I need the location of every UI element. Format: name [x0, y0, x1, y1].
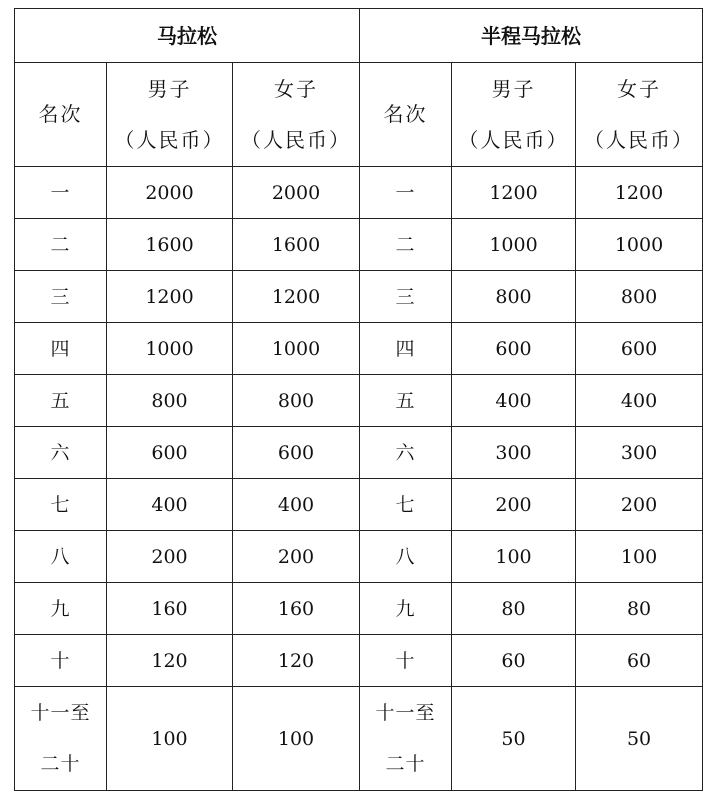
rank-line-1: 十一至: [375, 701, 436, 724]
marathon-female-prize-cell: 1600: [233, 219, 360, 271]
half-marathon-female-prize-cell: 60: [576, 635, 703, 687]
table-row: [15, 635, 703, 687]
marathon-female-prize-cell: 1200: [233, 271, 360, 323]
marathon-rank-cell: 五: [15, 375, 107, 427]
half-marathon-female-prize-cell: 800: [576, 271, 703, 323]
rank-line-1: 十一至: [30, 701, 91, 724]
half-marathon-male-prize-cell: 80: [452, 583, 576, 635]
marathon-male-prize-cell: 100: [107, 687, 233, 791]
table-row: [15, 583, 703, 635]
half-marathon-rank-cell: 八: [360, 531, 452, 583]
marathon-rank-cell: 四: [15, 323, 107, 375]
currency-label: （人民币）: [114, 127, 225, 152]
marathon-male-prize-cell: 1200: [107, 271, 233, 323]
table-row: [15, 427, 703, 479]
half-marathon-rank-cell: 九: [360, 583, 452, 635]
half-marathon-female-prize-cell: 400: [576, 375, 703, 427]
half-marathon-rank-cell: [360, 687, 452, 791]
marathon-female-header: [233, 63, 360, 167]
marathon-male-prize-cell: 160: [107, 583, 233, 635]
rank-header-label: 名次: [383, 102, 428, 126]
marathon-male-prize-cell: 800: [107, 375, 233, 427]
half-marathon-female-prize-cell: 600: [576, 323, 703, 375]
marathon-rank-cell: 九: [15, 583, 107, 635]
half-marathon-rank-cell: 十: [360, 635, 452, 687]
table-row: [15, 479, 703, 531]
half-marathon-male-prize-cell: 100: [452, 531, 576, 583]
table-row-eleven-to-twenty: [15, 687, 703, 791]
marathon-female-prize-cell: 400: [233, 479, 360, 531]
half-marathon-male-prize-cell: 400: [452, 375, 576, 427]
marathon-rank-cell: 八: [15, 531, 107, 583]
marathon-female-prize-cell: 2000: [233, 167, 360, 219]
marathon-male-prize-cell: 400: [107, 479, 233, 531]
table-row: [15, 271, 703, 323]
half-marathon-rank-cell: 六: [360, 427, 452, 479]
half-marathon-group-header: 半程马拉松: [360, 9, 703, 63]
currency-label: （人民币）: [458, 127, 569, 152]
rank-header-label: 名次: [38, 102, 83, 126]
male-header-label: 男子: [491, 76, 536, 101]
table-row: [15, 375, 703, 427]
marathon-male-header: [107, 63, 233, 167]
marathon-female-prize-cell: 1000: [233, 323, 360, 375]
half-marathon-male-prize-cell: 200: [452, 479, 576, 531]
female-header-label: 女子: [617, 76, 662, 101]
rank-line-2: 二十: [385, 752, 426, 775]
marathon-female-prize-cell: 800: [233, 375, 360, 427]
marathon-male-prize-cell: 1600: [107, 219, 233, 271]
marathon-group-header: 马拉松: [15, 9, 360, 63]
marathon-rank-header: [15, 63, 107, 167]
marathon-female-prize-cell: 600: [233, 427, 360, 479]
half-marathon-male-prize-cell: 800: [452, 271, 576, 323]
half-marathon-female-prize-cell: 200: [576, 479, 703, 531]
column-header-row: [15, 63, 703, 167]
marathon-male-prize-cell: 120: [107, 635, 233, 687]
currency-label: （人民币）: [241, 127, 351, 152]
half-marathon-rank-cell: 二: [360, 219, 452, 271]
marathon-rank-cell: 二: [15, 219, 107, 271]
half-marathon-female-prize-cell: 300: [576, 427, 703, 479]
table-row: [15, 219, 703, 271]
half-marathon-male-prize-cell: 600: [452, 323, 576, 375]
marathon-male-prize-cell: 200: [107, 531, 233, 583]
half-marathon-male-prize-cell: 300: [452, 427, 576, 479]
half-marathon-female-prize-cell: 80: [576, 583, 703, 635]
half-marathon-rank-cell: 四: [360, 323, 452, 375]
marathon-female-prize-cell: 120: [233, 635, 360, 687]
marathon-rank-cell: 一: [15, 167, 107, 219]
half-marathon-female-prize-cell: 100: [576, 531, 703, 583]
female-header-label: 女子: [274, 76, 318, 101]
currency-label: （人民币）: [584, 127, 695, 152]
table-row: [15, 167, 703, 219]
half-marathon-rank-cell: 三: [360, 271, 452, 323]
marathon-male-prize-cell: 2000: [107, 167, 233, 219]
half-marathon-rank-cell: 一: [360, 167, 452, 219]
marathon-female-prize-cell: 200: [233, 531, 360, 583]
marathon-rank-cell: 六: [15, 427, 107, 479]
marathon-rank-cell: [15, 687, 107, 791]
prize-money-table: [14, 8, 703, 791]
group-header-row: [15, 9, 703, 63]
marathon-female-prize-cell: 160: [233, 583, 360, 635]
half-marathon-male-header: [452, 63, 576, 167]
marathon-male-prize-cell: 600: [107, 427, 233, 479]
half-marathon-female-header: [576, 63, 703, 167]
half-marathon-male-prize-cell: 1000: [452, 219, 576, 271]
half-marathon-male-prize-cell: 1200: [452, 167, 576, 219]
half-marathon-male-prize-cell: 50: [452, 687, 576, 791]
half-marathon-female-prize-cell: 1200: [576, 167, 703, 219]
half-marathon-rank-header: [360, 63, 452, 167]
marathon-rank-cell: 七: [15, 479, 107, 531]
half-marathon-female-prize-cell: 1000: [576, 219, 703, 271]
half-marathon-male-prize-cell: 60: [452, 635, 576, 687]
half-marathon-female-prize-cell: 50: [576, 687, 703, 791]
table-row: [15, 531, 703, 583]
male-header-label: 男子: [147, 76, 192, 101]
rank-line-2: 二十: [40, 752, 81, 775]
half-marathon-rank-cell: 七: [360, 479, 452, 531]
marathon-rank-cell: 十: [15, 635, 107, 687]
table-row: [15, 323, 703, 375]
marathon-rank-cell: 三: [15, 271, 107, 323]
half-marathon-rank-cell: 五: [360, 375, 452, 427]
marathon-male-prize-cell: 1000: [107, 323, 233, 375]
marathon-female-prize-cell: 100: [233, 687, 360, 791]
